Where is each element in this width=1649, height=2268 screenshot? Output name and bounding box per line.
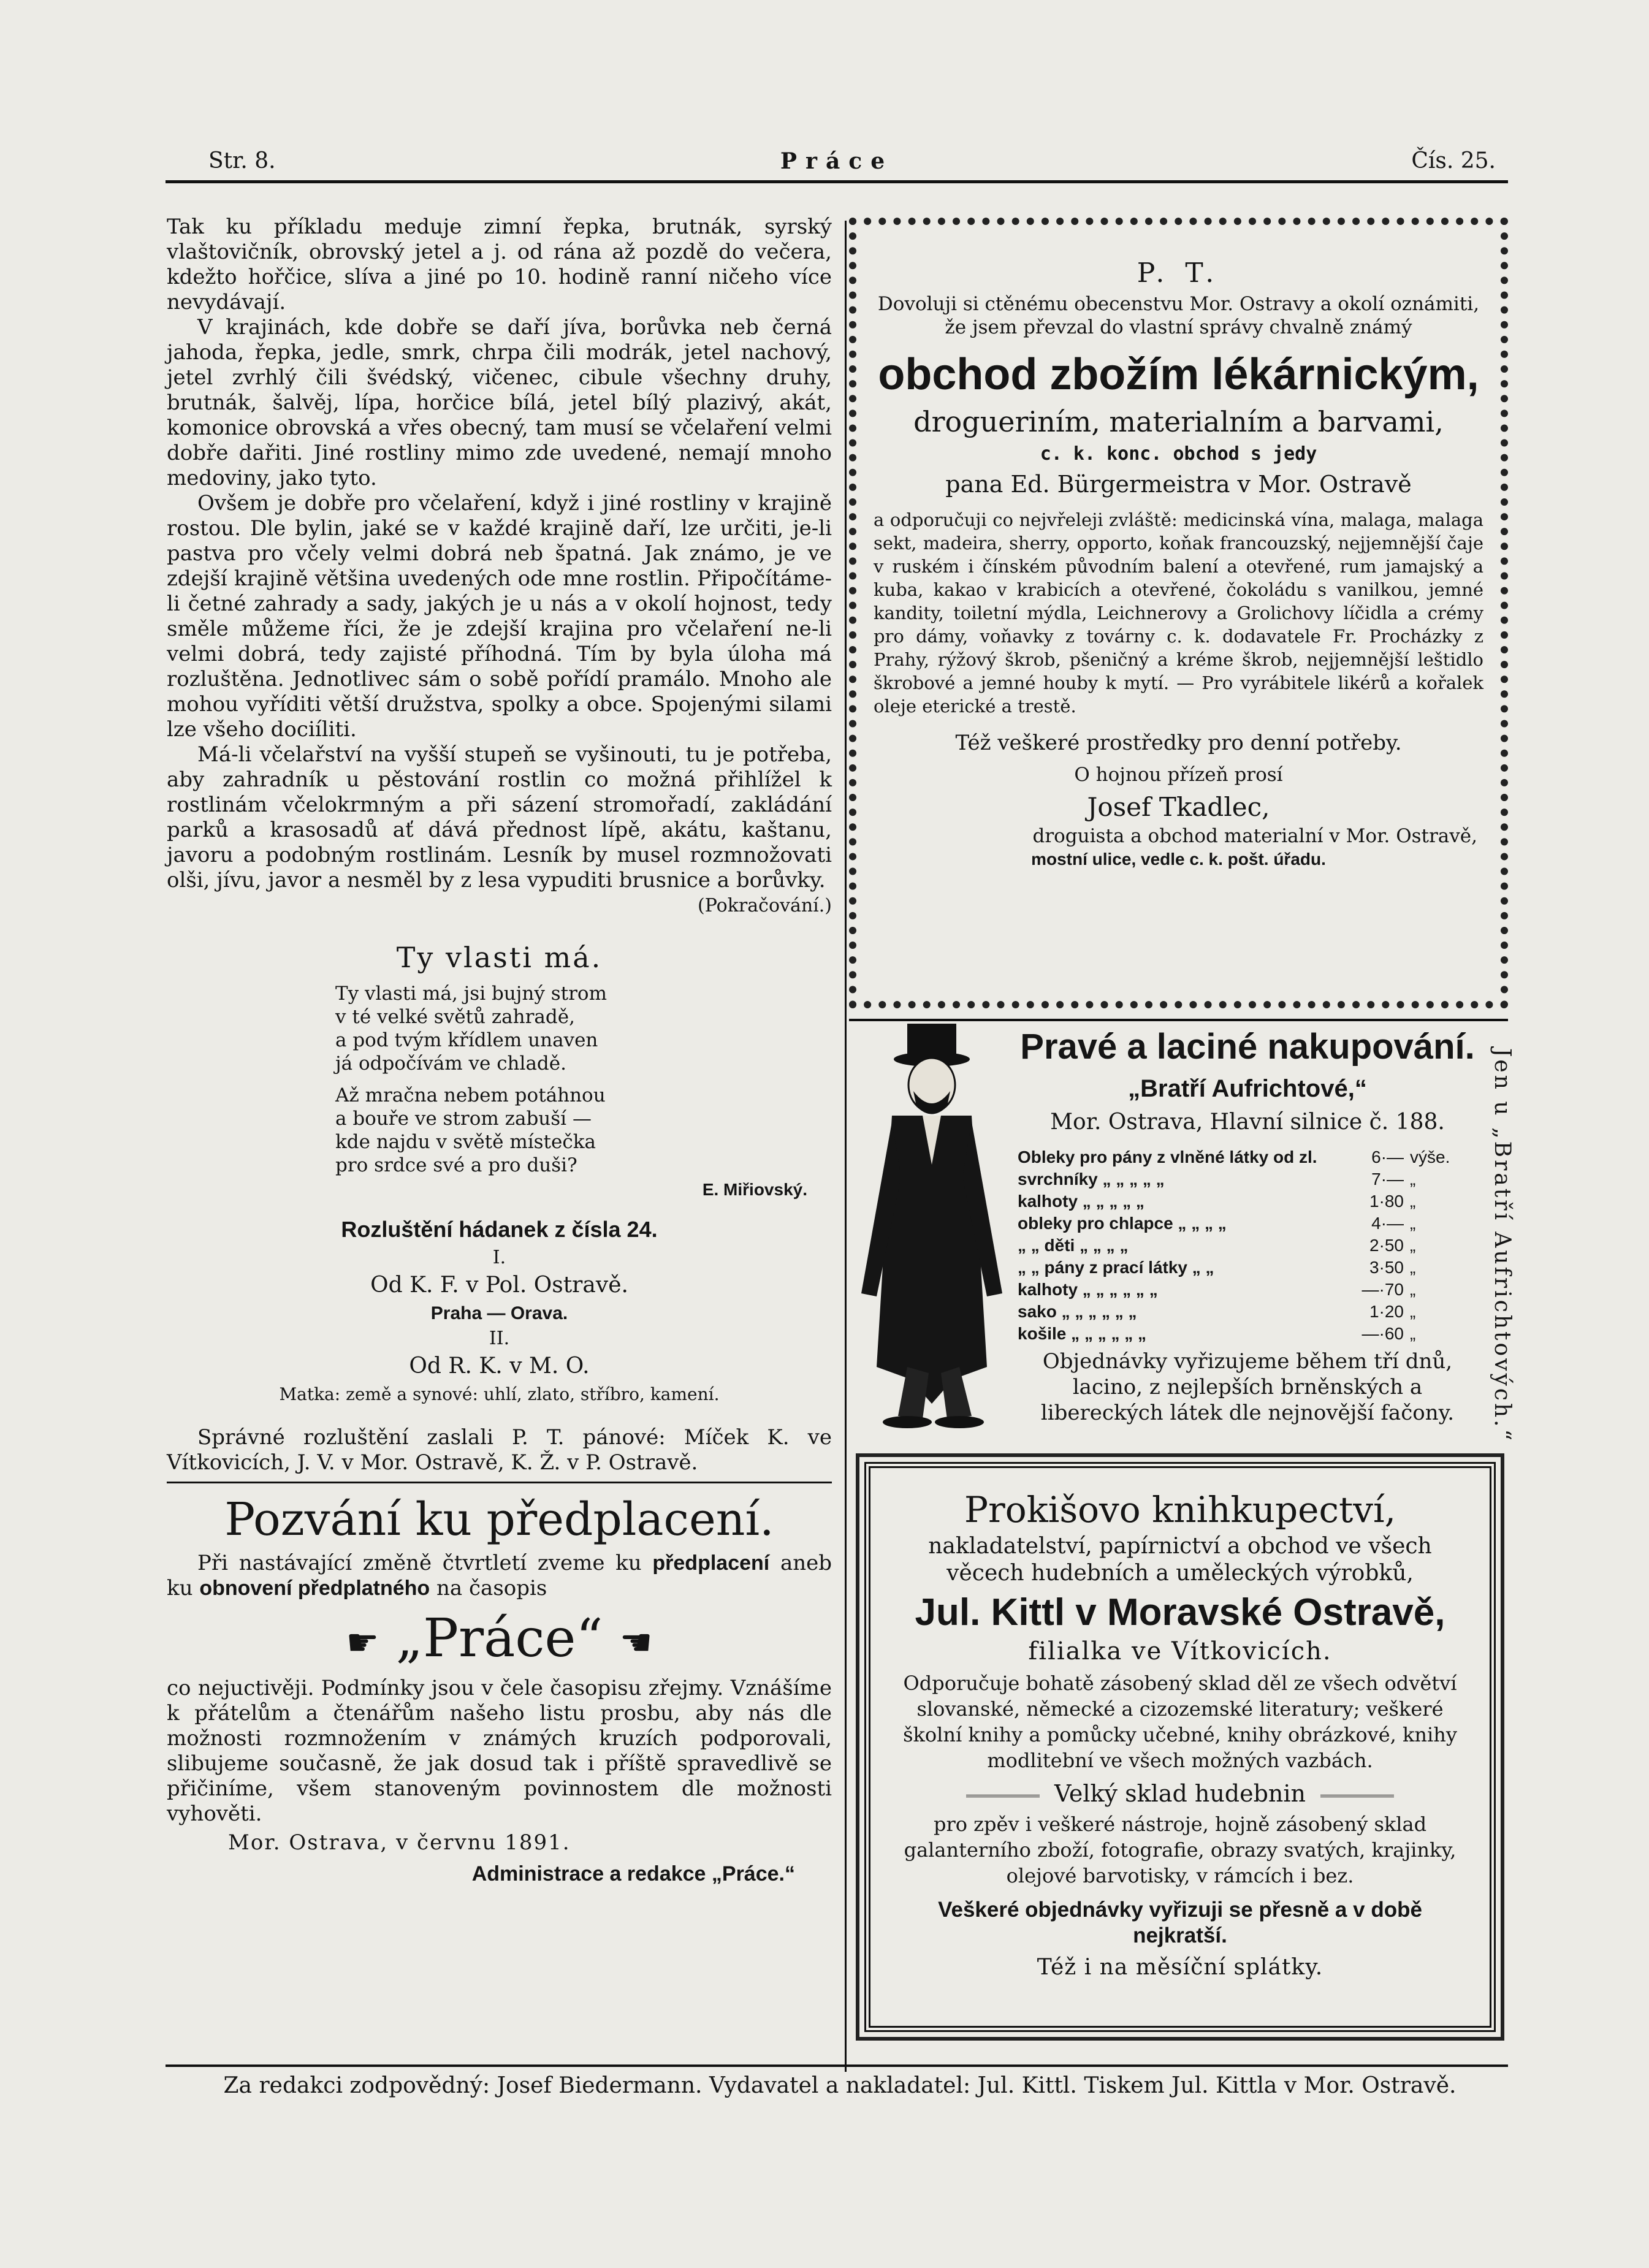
ad-also: Též veškeré prostředky pro denní potřeby.	[955, 731, 1402, 755]
pointing-hand-left-icon: ☚	[619, 1621, 653, 1664]
left-column	[167, 215, 832, 1887]
footer-rule	[166, 2064, 1508, 2067]
riddles-title: Rozluštění hádanek z čísla 24.	[341, 1217, 658, 1242]
ad-music-row	[889, 1781, 1471, 1806]
ad-headline: obchod zbožím lékárnickým,	[878, 350, 1479, 399]
ad-line: drogueriním, materialním a barvami,	[913, 405, 1444, 438]
poem-title: Ty vlasti má.	[396, 941, 603, 974]
price-item: kalhoty „ „ „ „ „ „	[1018, 1280, 1158, 1299]
poem-line: Až mračna nebem potáhnou	[335, 1084, 606, 1106]
riddle-answer: Matka: země a synové: uhlí, zlato, stříbro, kamení.	[279, 1384, 720, 1404]
ad-salutation: P. T.	[1137, 257, 1221, 289]
poem-author: E. Miřiovský.	[702, 1180, 807, 1199]
page-number: Str. 8.	[208, 148, 276, 173]
price-value: 1·80	[1369, 1192, 1404, 1211]
pointing-hand-right-icon: ☛	[346, 1621, 379, 1664]
price-value: —·60	[1361, 1324, 1404, 1343]
price-item: „ „ děti „ „ „ „	[1018, 1236, 1129, 1255]
riddle-answer: Praha — Orava.	[430, 1303, 568, 1323]
price-value: 3·50	[1369, 1258, 1404, 1277]
price-note: „	[1410, 1324, 1416, 1343]
ad-aufricht	[849, 1024, 1515, 1447]
price-row	[1018, 1146, 1477, 1168]
gentleman-illustration	[855, 1024, 1008, 1428]
intro-bold: obnovení předplatného	[199, 1577, 430, 1600]
ad-address: Mor. Ostrava, Hlavní silnice č. 188.	[1050, 1109, 1445, 1135]
price-row	[1018, 1235, 1477, 1257]
price-note: výše.	[1410, 1147, 1450, 1166]
ad-side-text: Jen u „Bratří Aufrichtových.“	[1490, 1048, 1515, 1443]
price-item: „ „ pány z prací látky „ „	[1018, 1258, 1214, 1277]
intro-text: na časopis	[430, 1576, 547, 1600]
price-note: „	[1410, 1280, 1416, 1299]
page-header	[166, 148, 1508, 179]
ad-owner-address: mostní ulice, vedle c. k. pošt. úřadu.	[1031, 850, 1326, 869]
ad-headline: Pravé a laciné nakupování.	[1020, 1027, 1475, 1067]
ad-owner-role: droguista a obchod materialní v Mor. Ostravě,	[1032, 825, 1477, 847]
ad-kittl	[864, 1462, 1496, 2032]
price-value: —·70	[1361, 1280, 1404, 1299]
price-note: „	[1410, 1236, 1416, 1255]
price-note: „	[1410, 1302, 1416, 1321]
riddle-number: II.	[489, 1328, 510, 1349]
price-row	[1018, 1212, 1477, 1235]
poem-line: já odpočívám ve chladě.	[335, 1052, 566, 1075]
continued-note: (Pokračování.)	[698, 895, 832, 916]
ad-branch: filialka ve Vítkovicích.	[1028, 1637, 1332, 1665]
decorative-rule	[1320, 1795, 1394, 1797]
subscription-intro	[167, 1551, 832, 1601]
journal-name: „Práce“	[395, 1608, 603, 1669]
subscription-title: Pozvání ku předplacení.	[224, 1493, 774, 1546]
price-value: 4·—	[1371, 1214, 1404, 1233]
price-row	[1018, 1257, 1477, 1279]
poem-stanza-2	[335, 1084, 832, 1177]
journal-name-row	[167, 1605, 832, 1672]
ad-orders: Veškeré objednávky vyřizuji se přesně a v době nejkratší.	[938, 1898, 1422, 1947]
intro-bold: předplacení	[652, 1551, 770, 1575]
ad-body: Odporučuje bohatě zásobený sklad děl ze všech odvětví slovanské, německé a cizozemské literatury; veškeré školní knihy a pomůcky učebné, knihy obrázkové, knihy modlitební ve všech možných vazbách.	[903, 1672, 1457, 1772]
ad-separator	[849, 1019, 1508, 1021]
price-row	[1018, 1168, 1477, 1190]
article-paragraph: V krajinách, kde dobře se daří jíva, borůvka neb černá jahoda, řepka, jedle, smrk, chrpa čili modrák, jetel nachový, jetel zvrhlý čili švédský, vičenec, cibule všechny druhy, brutnák, šalvěj, lípa, horčice bílá, jetel bílý plazivý, akát, komonice obrovská a vřes obecný, tam musí se včelaření velmi dobře dařiti. Jiné rostliny mimo zde uvedené, nemají mnoho medoviny, jako tyto.	[167, 315, 832, 490]
price-list	[1018, 1146, 1477, 1345]
price-item: kalhoty „ „ „ „ „	[1018, 1192, 1144, 1211]
place-date: Mor. Ostrava, v červnu 1891.	[228, 1830, 571, 1855]
ad-subtitle: nakladatelství, papírnictví a obchod ve všech věcech hudebních a uměleckých výrobků,	[928, 1534, 1432, 1586]
price-row	[1018, 1301, 1477, 1323]
price-value: 1·20	[1369, 1302, 1404, 1321]
poem-line: Ty vlasti má, jsi bujný strom	[335, 983, 607, 1005]
header-rule	[166, 180, 1508, 183]
ad-footer: Objednávky vyřizujeme během tří dnů, lacino, z nejlepších brněnských a libereckých látek dle nejnovější fačony.	[1040, 1349, 1455, 1425]
price-item: obleky pro chlapce „ „ „ „	[1018, 1214, 1227, 1233]
decorative-rule	[966, 1795, 1040, 1797]
ad-firm-name: Jul. Kittl v Moravské Ostravě,	[915, 1591, 1445, 1634]
riddle-sender: Od K. F. v Pol. Ostravě.	[370, 1273, 628, 1298]
price-item: košile „ „ „ „ „ „	[1018, 1324, 1147, 1343]
ad-installments: Též i na měsíční splátky.	[1037, 1955, 1323, 1980]
ad-intro: Dovoluji si ctěnému obecenstvu Mor. Ostravy a okolí oznámiti, že jsem převzal do vlastní správy chvalně známý	[877, 293, 1480, 338]
ad-owner-name: Josef Tkadlec,	[1087, 792, 1270, 822]
riddles-section	[167, 1214, 832, 1475]
price-row	[1018, 1279, 1477, 1301]
article-paragraph: Ovšem je dobře pro včelaření, když i jiné rostliny v krajině rostou. Dle bylin, jaké se v každé krajině daří, lze určiti, je-li pastva pro včely velmi dobrá neb špatná. Jak známo, je ve zdejší krajině většina uvedených ode mne rostlin. Připočítáme-li četné zahrady a sady, jakých je u nás a v okolí hojnost, tedy směle můžeme říci, že je zdejší krajina pro včelaření ne-li velmi dobrá, tedy zajisté příhodná. Tím by byla úloha má rozluštěna. Jednotlivec sám o sobě pořídí pramálo. Mnoho ale mohou vyříditi větší družstva, spolky a obce. Spojenými silami lze všeho dociíliti.	[167, 491, 832, 742]
column-divider	[845, 221, 847, 2072]
subscription-section	[167, 1492, 832, 1887]
ad-line: pana Ed. Bürgermeistra v Mor. Ostravě	[945, 471, 1412, 498]
price-note: „	[1410, 1214, 1416, 1233]
poem-stanza-1	[335, 982, 832, 1075]
newspaper-title: Práce	[780, 148, 894, 174]
price-row	[1018, 1190, 1477, 1212]
price-note: „	[1410, 1170, 1416, 1189]
ad-firm: „Bratří Aufrichtové,“	[1128, 1075, 1367, 1102]
poem-line: a bouře ve strom zabuší —	[335, 1108, 592, 1130]
article-paragraph: Tak ku příkladu meduje zimní řepka, brutnák, syrský vlaštovičník, obrovský jetel a j. od rána až pozdě do večera, kdežto hořčice, slíva a jiné po 10. hodině ranní ničeho více nevydávají.	[167, 215, 832, 314]
ad-title: Prokišovo knihkupectví,	[964, 1489, 1396, 1531]
price-value: 6·—	[1371, 1147, 1404, 1166]
imprint-footer: Za redakci zodpovědný: Josef Biedermann. Vydavatel a nakladatel: Jul. Kittl. Tiskem Jul. Kittla v Mor. Ostravě.	[223, 2073, 1457, 2098]
poem-line: kde najdu v světě místečka	[335, 1131, 596, 1153]
price-item: Obleky pro pány z vlněné látky od zl.	[1018, 1147, 1317, 1166]
subscription-body: co nejuctivěji. Podmínky jsou v čele časopisu zřejmy. Vznášíme k přátelům a čtenářům našeho listu prosbu, aby nás dle možnosti rozmnožením v známých kruzích podporovali, slibujeme současně, že jak dosud tak i příště spravedlivě se přičiníme, všem stanoveným povinnostem dle možnosti vyhověti.	[167, 1676, 832, 1826]
price-row	[1018, 1323, 1477, 1345]
riddle-solvers: Správné rozluštění zaslali P. T. pánové: Míček K. ve Vítkovicích, J. V. v Mor. Ostravě, K. Ž. v P. Ostravě.	[167, 1425, 832, 1475]
poem-line: v té velké světů zahradě,	[335, 1006, 575, 1028]
ad-favor: O hojnou přízeň prosí	[1074, 764, 1283, 786]
riddle-sender: Od R. K. v M. O.	[409, 1353, 590, 1379]
poem-line: pro srdce své a pro duši?	[335, 1154, 577, 1176]
section-rule	[167, 1482, 832, 1483]
issue-number: Čís. 25.	[1411, 148, 1496, 173]
ad-body-2: pro zpěv i veškeré nástroje, hojně zásobený sklad galanterního zboží, fotografie, obrazy svatých, krajinky, olejové barvotisky, v rámcích i bez.	[904, 1813, 1457, 1887]
price-item: svrchníky „ „ „ „ „	[1018, 1170, 1165, 1189]
ad-music: Velký sklad hudebnin	[1054, 1780, 1306, 1807]
price-item: sako „ „ „ „ „ „	[1018, 1302, 1137, 1321]
ad-tkadlec	[849, 218, 1508, 1008]
price-value: 7·—	[1371, 1170, 1404, 1189]
intro-text: Při nastávající změně čtvrtletí zveme ku	[197, 1551, 653, 1575]
subscription-signature: Administrace a redakce „Práce.“	[471, 1862, 795, 1886]
intro-text: aneb ku	[167, 1551, 832, 1600]
poem	[167, 940, 832, 1202]
poem-line: a pod tvým křídlem unaven	[335, 1029, 598, 1051]
article-paragraph: Má-li včelařství na vyšší stupeň se vyšinouti, tu je potřeba, aby zahradník u pěstování rostlin co možná přihlížel k rostlinám včelokrmným a při sázení stromořadí, zakládání parků a krasosadů ať dává přednost lípě, akátu, kaštanu, javoru a podobným rostlinám. Lesník by musel rozmnožovati olši, jívu, javor a nesměl by z lesa vypuditi brusnice a borůvky.	[167, 742, 832, 892]
price-note: „	[1410, 1192, 1416, 1211]
riddle-number: I.	[492, 1247, 506, 1268]
price-value: 2·50	[1369, 1236, 1404, 1255]
price-note: „	[1410, 1258, 1416, 1277]
ad-body: a odporučuji co nejvřeleji zvláště: medicinská vína, malaga, malaga sekt, madeira, sherry, opporto, koňak francouzský, nejjemnější čaje v ruském i čínském původním balení a otevřené, rum jamajský a kuba, kakao v krabicích a otevřené, čokoládu s vanilkou, jemné kandity, toiletní mýdla, Leichnerovy a Grolichovy líčidla a crémy pro dámy, voňavky z továrny c. k. dodavatele Fr. Procházky z Prahy, rýžový škrob, pšeničný a kréme škrob, nejjemnější leštidlo škrobové a jemné houby k mytí. — Pro vyrábitele likérů a kořalek oleje eterické a trestě.	[874, 509, 1483, 717]
ad-line: c. k. konc. obchod s jedy	[1040, 443, 1317, 465]
article-body	[167, 215, 832, 918]
